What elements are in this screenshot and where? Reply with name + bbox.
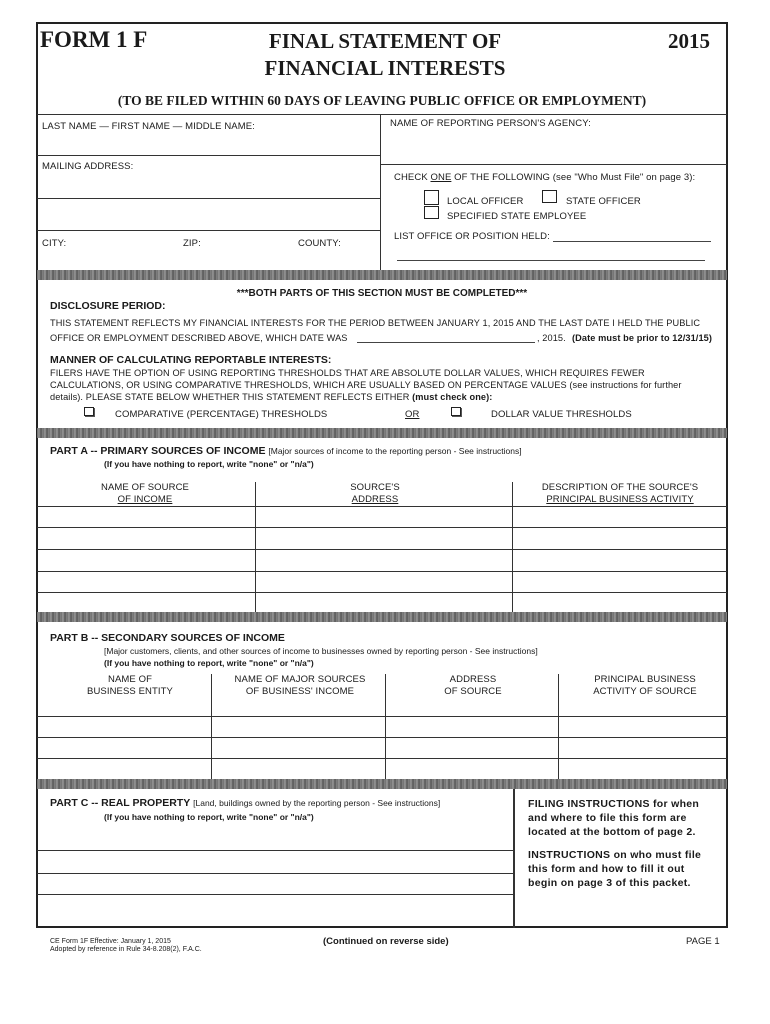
name-field-line[interactable]	[37, 155, 380, 156]
part-b-row-line	[37, 758, 727, 759]
section-band-3	[37, 612, 727, 622]
dollar-checkbox[interactable]	[451, 407, 461, 416]
agency-field-line[interactable]	[380, 164, 727, 165]
comparative-label: COMPARATIVE (PERCENTAGE) THRESHOLDS	[115, 409, 328, 420]
local-officer-checkbox[interactable]	[424, 190, 439, 205]
position-field-line-2[interactable]	[397, 260, 705, 261]
part-b-col1-line2: BUSINESS ENTITY	[87, 686, 173, 697]
title-line-1: FINAL STATEMENT OF	[268, 29, 502, 53]
part-a-col1-line2: OF INCOME	[117, 494, 173, 505]
form-reference: CE Form 1F Effective: January 1, 2015	[50, 938, 171, 945]
part-a-col3-line1: DESCRIPTION OF THE SOURCE'S	[541, 482, 699, 493]
part-b-row-line	[37, 737, 727, 738]
part-a-row-line	[37, 571, 727, 572]
part-b-note: [Major customers, clients, and other sources of income to businesses owned by reporting person - See instructions]	[104, 646, 538, 656]
continued-note: (Continued on reverse side)	[323, 936, 449, 947]
zip-label: ZIP:	[183, 238, 201, 249]
part-b-col1-line1: NAME OF	[108, 674, 152, 685]
form-year: 2015	[668, 29, 710, 53]
period-text-2: OFFICE OR EMPLOYMENT DESCRIBED ABOVE, WHICH DATE WAS	[50, 333, 348, 343]
section-band-4	[37, 779, 727, 789]
part-a-row-line	[37, 506, 727, 507]
name-label: LAST NAME — FIRST NAME — MIDDLE NAME:	[42, 121, 255, 132]
section-band-1	[37, 270, 727, 280]
specified-employee-checkbox[interactable]	[424, 206, 439, 219]
disclosure-period-heading: DISCLOSURE PERIOD:	[50, 300, 166, 312]
comparative-checkbox[interactable]	[84, 407, 94, 416]
manner-text-1: FILERS HAVE THE OPTION OF USING REPORTING THRESHOLDS THAT ARE ABSOLUTE DOLLAR VALUES, WHICH REQUIRES FEWER	[50, 368, 645, 378]
part-b-row-line	[37, 716, 727, 717]
part-b-col-divider-1	[211, 674, 212, 779]
part-b-col-divider-2	[385, 674, 386, 779]
page-number: PAGE 1	[686, 936, 720, 947]
state-officer-checkbox[interactable]	[542, 190, 557, 203]
part-b-heading: PART B -- SECONDARY SOURCES OF INCOME	[50, 632, 285, 644]
part-c-none-note: (If you have nothing to report, write "none" or "n/a")	[104, 812, 314, 822]
part-c-row-line	[37, 873, 513, 874]
dollar-label: DOLLAR VALUE THRESHOLDS	[491, 409, 632, 420]
identity-divider	[380, 114, 381, 270]
part-a-row-line	[37, 549, 727, 550]
part-a-col2-line2: ADDRESS	[351, 494, 399, 505]
state-officer-label: STATE OFFICER	[566, 196, 641, 207]
part-a-heading-row: PART A -- PRIMARY SOURCES OF INCOME [Major sources of income to the reporting person - See instructions]	[50, 445, 522, 457]
part-b-col3-line1: ADDRESS	[449, 674, 497, 685]
mailing-line-1[interactable]	[37, 198, 380, 199]
manner-text-2: CALCULATIONS, OR USING COMPARATIVE THRESHOLDS, WHICH ARE USUALLY BASED ON PERCENTAGE VALUES (see instructions for further	[50, 380, 682, 390]
mailing-label: MAILING ADDRESS:	[42, 161, 134, 172]
part-a-col1-line1: NAME OF SOURCE	[101, 482, 189, 493]
period-date-note: (Date must be prior to 12/31/15)	[572, 333, 713, 343]
part-a-row-line	[37, 592, 727, 593]
form-subtitle: (TO BE FILED WITHIN 60 DAYS OF LEAVING PUBLIC OFFICE OR EMPLOYMENT)	[117, 93, 647, 108]
part-a-col2-line1: SOURCE'S	[350, 482, 400, 493]
part-b-col2-line1: NAME OF MAJOR SOURCES	[234, 674, 366, 685]
who-must-file-note: INSTRUCTIONS on who must file this form and how to fill it out begin on page 3 of this packet.	[528, 849, 702, 889]
specified-employee-label: SPECIFIED STATE EMPLOYEE	[447, 211, 587, 222]
local-officer-label: LOCAL OFFICER	[447, 196, 524, 207]
form-id: FORM 1 F	[40, 27, 148, 52]
county-label: COUNTY:	[298, 238, 341, 249]
filing-instructions-note: FILING INSTRUCTIONS for when and where to file this form are located at the bottom of page 2.	[528, 798, 700, 838]
mailing-line-2[interactable]	[37, 230, 380, 231]
agency-label: NAME OF REPORTING PERSON'S AGENCY:	[390, 118, 591, 129]
part-a-row-line	[37, 527, 727, 528]
part-c-row-line	[37, 894, 513, 895]
form-frame	[36, 22, 728, 928]
part-b-col4-line1: PRINCIPAL BUSINESS	[594, 674, 696, 685]
city-label: CITY:	[42, 238, 67, 249]
section-band-2	[37, 428, 727, 438]
both-parts-notice: ***BOTH PARTS OF THIS SECTION MUST BE COMPLETED***	[236, 288, 528, 299]
manner-heading: MANNER OF CALCULATING REPORTABLE INTERESTS:	[50, 354, 332, 366]
part-c-row-line	[37, 850, 513, 851]
part-b-col-divider-3	[558, 674, 559, 779]
period-year: , 2015.	[537, 333, 566, 343]
part-b-col4-line2: ACTIVITY OF SOURCE	[593, 686, 697, 697]
position-label: LIST OFFICE OR POSITION HELD:	[394, 231, 550, 242]
part-a-none-note: (If you have nothing to report, write "none" or "n/a")	[104, 459, 314, 469]
last-date-field[interactable]	[357, 342, 535, 343]
position-field-line[interactable]	[553, 241, 711, 242]
part-c-divider	[513, 789, 515, 928]
title-line-2: FINANCIAL INTERESTS	[264, 56, 506, 80]
check-one-label: CHECK ONE OF THE FOLLOWING (see "Who Must File" on page 3):	[394, 172, 696, 183]
part-b-none-note: (If you have nothing to report, write "none" or "n/a")	[104, 658, 314, 668]
part-b-col3-line2: OF SOURCE	[444, 686, 502, 697]
part-b-col2-line2: OF BUSINESS' INCOME	[245, 686, 355, 697]
part-a-col3-line2: PRINCIPAL BUSINESS ACTIVITY	[546, 494, 694, 505]
part-c-heading-row: PART C -- REAL PROPERTY [Land, buildings owned by the reporting person - See instructions]	[50, 797, 441, 809]
or-label: OR	[405, 409, 420, 420]
adopted-reference: Adopted by reference in Rule 34-8.208(2), F.A.C.	[50, 946, 202, 953]
manner-text-3: details). PLEASE STATE BELOW WHETHER THIS STATEMENT REFLECTS EITHER (must check one):	[50, 392, 493, 402]
period-text-1: THIS STATEMENT REFLECTS MY FINANCIAL INTERESTS FOR THE PERIOD BETWEEN JANUARY 1, 2015 AND THE LAST DATE I HELD THE PUBLIC	[50, 318, 701, 328]
header-divider	[37, 114, 727, 115]
